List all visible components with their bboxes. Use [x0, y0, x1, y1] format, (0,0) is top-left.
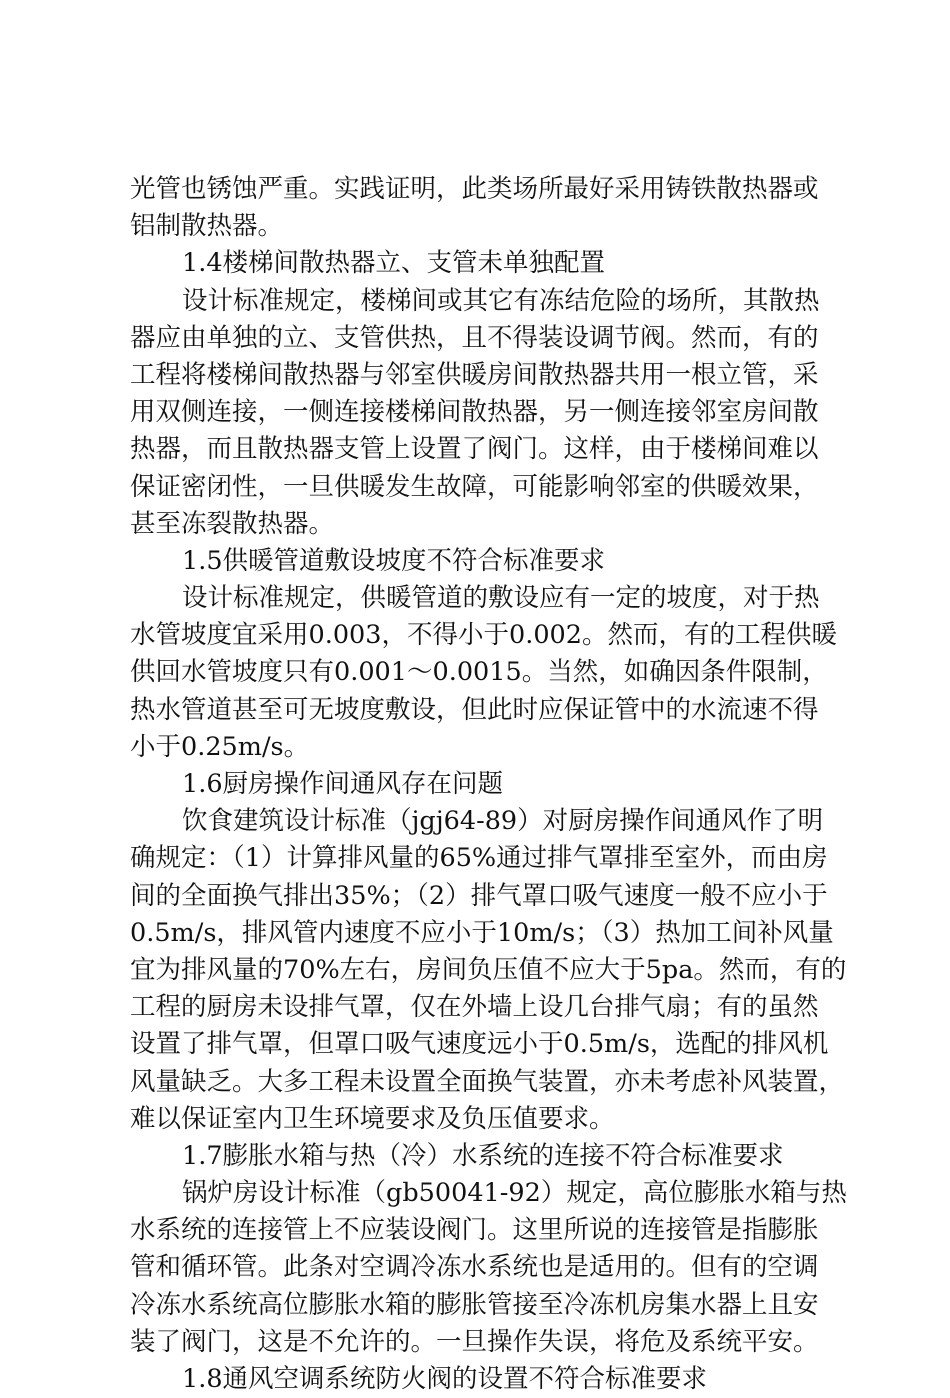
paragraph-line: 铝制散热器。	[130, 211, 284, 242]
paragraph-line: 装了阀门，这是不允许的。一旦操作失误，将危及系统平安。	[130, 1326, 819, 1357]
section-heading: 1.8通风空调系统防火阀的设置不符合标准要求	[182, 1364, 708, 1394]
section-heading: 1.4楼梯间散热器立、支管未单独配置	[182, 248, 606, 279]
paragraph-line: 水系统的连接管上不应装设阀门。这里所说的连接管是指膨胀	[130, 1215, 819, 1246]
paragraph-line: 甚至冻裂散热器。	[130, 508, 335, 539]
paragraph-line: 宜为排风量的70%左右，房间负压值不应大于5pa。然而，有的	[130, 954, 847, 985]
section-heading: 1.6厨房操作间通风存在问题	[182, 769, 504, 799]
section-heading: 1.7膨胀水箱与热（冷）水系统的连接不符合标准要求	[182, 1140, 784, 1171]
paragraph-line: 锅炉房设计标准（gb50041-92）规定，高位膨胀水箱与热	[182, 1178, 847, 1209]
paragraph-line: 冷冻水系统高位膨胀水箱的膨胀管接至冷冻机房集水器上且安	[130, 1289, 819, 1320]
paragraph-line: 工程的厨房未设排气罩，仅在外墙上设几台排气扇；有的虽然	[130, 992, 819, 1023]
paragraph-line: 水管坡度宜采用0.003，不得小于0.002。然而，有的工程供暖	[130, 620, 838, 651]
paragraph-line: 热水管道甚至可无坡度敷设，但此时应保证管中的水流速不得	[130, 694, 819, 725]
section-heading: 1.5供暖管道敷设坡度不符合标准要求	[182, 545, 606, 576]
paragraph-line: 风量缺乏。大多工程未设置全面换气装置，亦未考虑补风装置，	[130, 1066, 845, 1097]
paragraph-line: 确规定：（1）计算排风量的65%通过排气罩排至室外，而由房	[130, 843, 828, 874]
document-body	[130, 171, 847, 1398]
paragraph-line: 用双侧连接，一侧连接楼梯间散热器，另一侧连接邻室房间散	[130, 397, 819, 428]
paragraph-line: 设置了排气罩，但罩口吸气速度远小于0.5m/s，选配的排风机	[130, 1029, 829, 1060]
paragraph-line: 饮食建筑设计标准（jgj64-89）对厨房操作间通风作了明	[182, 806, 824, 837]
paragraph-line: 小于0.25m/s。	[130, 731, 310, 762]
paragraph-line: 热器，而且散热器支管上设置了阀门。这样，由于楼梯间难以	[130, 434, 819, 465]
paragraph-line: 间的全面换气排出35%；（2）排气罩口吸气速度一般不应小于	[130, 880, 828, 911]
paragraph-line: 设计标准规定，供暖管道的敷设应有一定的坡度，对于热	[182, 583, 820, 614]
paragraph-line: 设计标准规定，楼梯间或其它有冻结危险的场所，其散热	[182, 285, 820, 316]
paragraph-line: 管和循环管。此条对空调冷冻水系统也是适用的。但有的空调	[130, 1252, 819, 1283]
paragraph-line: 工程将楼梯间散热器与邻室供暖房间散热器共用一根立管，采	[130, 359, 819, 390]
paragraph-line: 器应由单独的立、支管供热，且不得装设调节阀。然而，有的	[130, 322, 819, 353]
paragraph-line: 0.5m/s，排风管内速度不应小于10m/s；（3）热加工间补风量	[130, 917, 834, 948]
paragraph-line: 保证密闭性，一旦供暖发生故障，可能影响邻室的供暖效果，	[130, 471, 819, 502]
paragraph-line: 供回水管坡度只有0.001～0.0015。当然，如确因条件限制，	[130, 657, 828, 688]
paragraph-line: 光管也锈蚀严重。实践证明，此类场所最好采用铸铁散热器或	[130, 174, 819, 204]
paragraph-line: 难以保证室内卫生环境要求及负压值要求。	[130, 1103, 615, 1134]
